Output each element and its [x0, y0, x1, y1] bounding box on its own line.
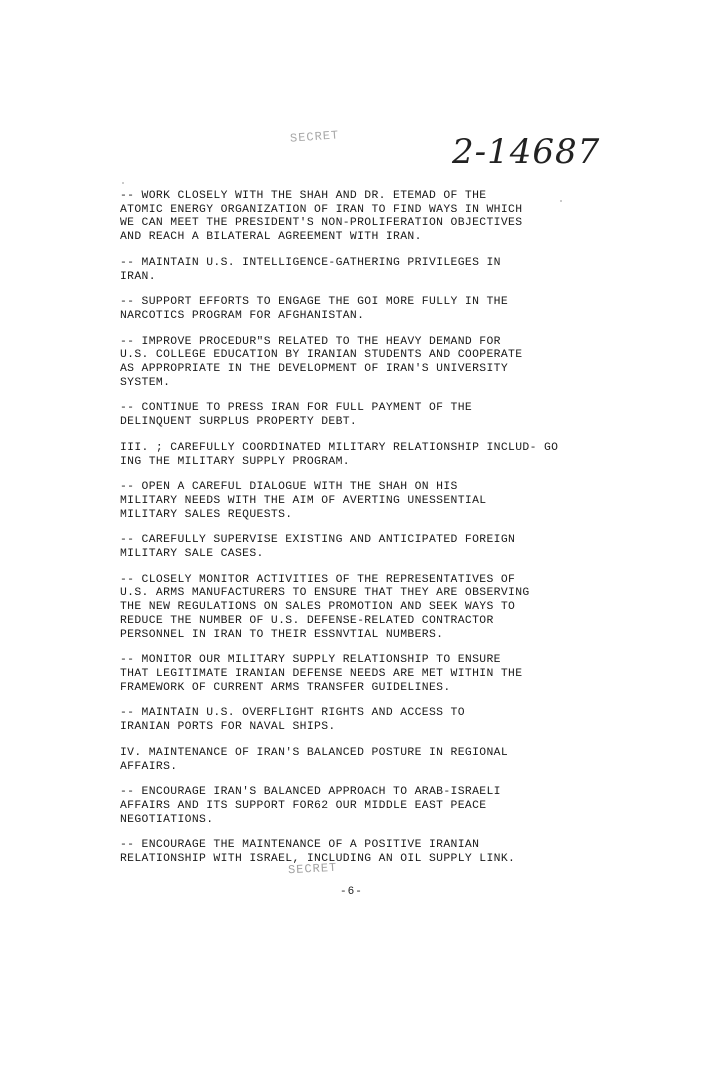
document-body: [120, 190, 592, 878]
paragraph: -- CAREFULLY SUPERVISE EXISTING AND ANTICIPATED FOREIGN MILITARY SALE CASES.: [120, 534, 516, 561]
classification-stamp-bottom: SECRET: [287, 860, 338, 878]
paragraph: -- ENCOURAGE IRAN'S BALANCED APPROACH TO ARAB-ISRAELI AFFAIRS AND ITS SUPPORT FOR62 OUR MIDDLE EAST PEACE NEGOTIATIONS.: [120, 786, 501, 826]
paragraph: -- IMPROVE PROCEDUR"S RELATED TO THE HEAVY DEMAND FOR U.S. COLLEGE EDUCATION BY IRANIAN STUDENTS AND COOPERATE AS APPROPRIATE IN THE DEVELOPMENT OF IRAN'S UNIVERSITY SYSTEM.: [120, 335, 523, 389]
page-number: -6-: [340, 886, 363, 898]
section-heading: III. ; CAREFULLY COORDINATED MILITARY RELATIONSHIP INCLUD- GO ING THE MILITARY SUPPLY PROGRAM.: [120, 441, 559, 468]
scan-speck: [122, 182, 124, 184]
paragraph: -- CLOSELY MONITOR ACTIVITIES OF THE REPRESENTATIVES OF U.S. ARMS MANUFACTURERS TO ENSURE THAT THEY ARE OBSERVING THE NEW REGULATIONS ON SALES PROMOTION AND SEEK WAYS TO REDUCE THE NUMBER OF U.S. DEFENSE-RELATED CONTRACTOR PERSONNEL IN IRAN TO THEIR ESSNVTIAL NUMBERS.: [120, 573, 530, 641]
classification-stamp-top: SECRET: [289, 128, 340, 146]
paragraph: -- MAINTAIN U.S. INTELLIGENCE-GATHERING PRIVILEGES IN IRAN.: [120, 256, 501, 283]
paragraph: -- SUPPORT EFFORTS TO ENGAGE THE GOI MORE FULLY IN THE NARCOTICS PROGRAM FOR AFGHANISTAN.: [120, 296, 509, 322]
scan-speck: [560, 200, 562, 202]
paragraph: -- OPEN A CAREFUL DIALOGUE WITH THE SHAH ON HIS MILITARY NEEDS WITH THE AIM OF AVERTING UNESSENTIAL MILITARY SALES REQUESTS.: [120, 481, 487, 521]
paragraph: -- WORK CLOSELY WITH THE SHAH AND DR. ETEMAD OF THE ATOMIC ENERGY ORGANIZATION OF IRAN TO FIND WAYS IN WHICH WE CAN MEET THE PRESIDENT'S NON-PROLIFERATION OBJECTIVES AND REACH A BILATERAL AGREEMENT WITH IRAN.: [120, 190, 523, 244]
document-number: 2-14687: [452, 132, 601, 172]
paragraph: -- MONITOR OUR MILITARY SUPPLY RELATIONSHIP TO ENSURE THAT LEGITIMATE IRANIAN DEFENSE NEEDS ARE MET WITHIN THE FRAMEWORK OF CURRENT ARMS TRANSFER GUIDELINES.: [120, 654, 523, 694]
paragraph: -- ENCOURAGE THE MAINTENANCE OF A POSITIVE IRANIAN RELATIONSHIP WITH ISRAEL, INCLUDING AN OIL SUPPLY LINK.: [120, 839, 516, 866]
paragraph: -- CONTINUE TO PRESS IRAN FOR FULL PAYMENT OF THE DELINQUENT SURPLUS PROPERTY DEBT.: [120, 402, 473, 429]
paragraph: -- MAINTAIN U.S. OVERFLIGHT RIGHTS AND ACCESS TO IRANIAN PORTS FOR NAVAL SHIPS.: [120, 707, 465, 734]
section-heading: IV. MAINTENANCE OF IRAN'S BALANCED POSTURE IN REGIONAL AFFAIRS.: [120, 746, 509, 773]
